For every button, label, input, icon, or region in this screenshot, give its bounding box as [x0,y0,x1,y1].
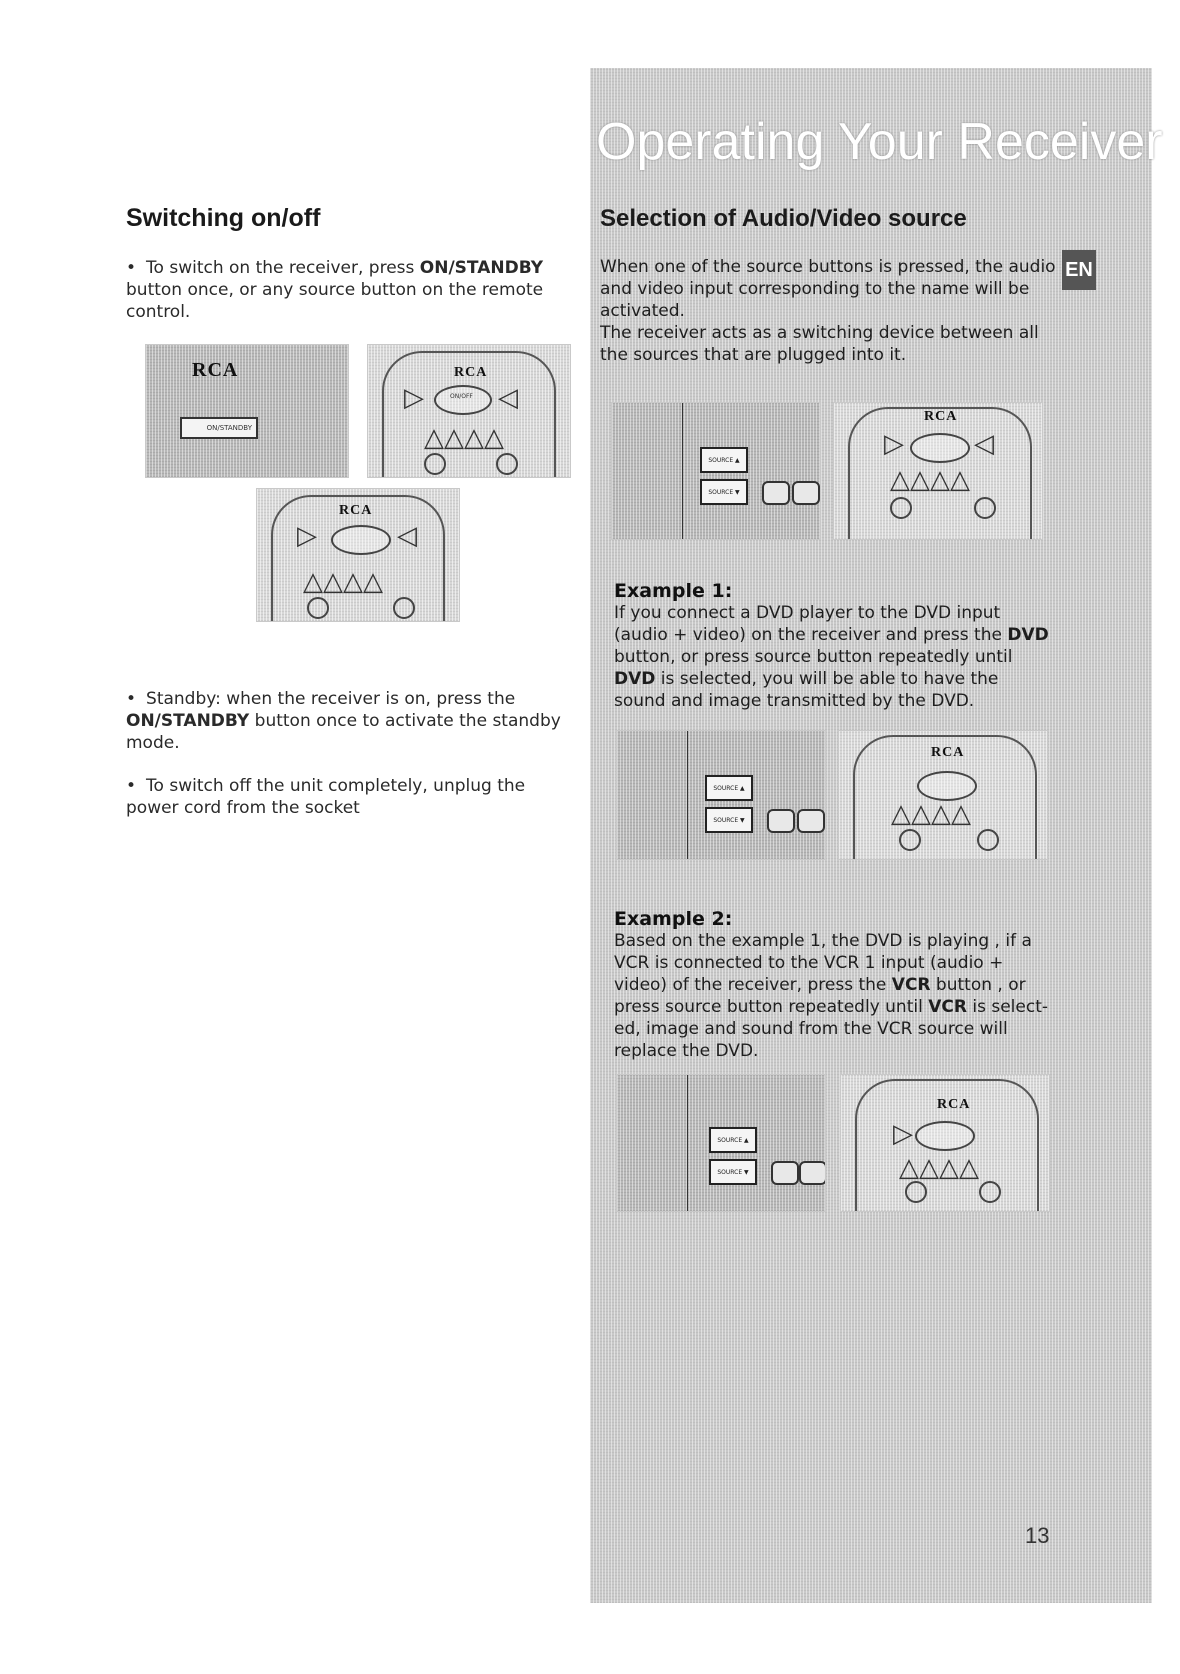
bullet: • [126,258,137,278]
example-2-body [614,930,1054,1062]
triangle-icon: ◁ [974,429,994,459]
text: Based on the example 1, the DVD is playing , if a VCR is connected to the VCR 1 input (audio + video) of the receiver, press the [614,931,1032,995]
text: button, or press source button repeatedly until [614,647,1013,667]
rca-logo: RCA [454,365,488,380]
vcr-button-illustration [915,1121,975,1151]
panel-button-illustration [797,809,825,833]
front-panel-illustration [145,344,349,478]
rca-logo: RCA [931,745,965,760]
triangle-icon: ◁ [397,521,417,551]
divider-line [687,731,688,859]
triangle-icon: ▷ [404,383,424,413]
intro-paragraph-2: The receiver acts as a switching device between all the sources that are plugged into it. [600,323,1039,365]
paragraph-standby [126,688,566,754]
bullet: • [126,689,137,709]
rca-logo: RCA [192,359,239,381]
receiver-source-illustration-3 [616,1074,826,1212]
panel-button-illustration [771,1161,799,1185]
text: is select-ed, image and sound from the VCR source will replace the DVD. [614,997,1049,1061]
circle-button-icon [393,597,415,619]
divider-line [687,1075,688,1211]
rca-logo: RCA [924,409,958,424]
remote-illustration-1 [833,402,1043,540]
receiver-source-illustration-2 [616,730,826,860]
example-1-heading: Example 1: [614,580,733,602]
circle-button-icon [899,829,921,851]
remote-illustration-top [367,344,571,478]
standby-button-illustration [180,417,258,439]
source-up-button-illustration: SOURCE ▲ [709,1127,757,1153]
circle-button-icon [974,497,996,519]
text: button once, or any source button on the remote control. [126,280,544,322]
divider-line [682,403,683,539]
circle-button-icon [424,453,446,475]
bold-text: VCR [891,975,931,995]
text: button , or press source button repeatedly until [614,975,1026,1017]
triangle-icon: △△△△ [891,799,971,829]
bullet: • [126,776,137,796]
dvd-button-illustration [910,433,970,463]
page-title: Operating Your Receiver [596,113,1163,171]
panel-button-illustration [762,481,790,505]
bold-text: DVD [614,669,656,689]
bold-text: ON/STANDBY [419,258,544,278]
page-number: 13 [1025,1523,1050,1548]
on-off-label: ON/OFF [450,393,473,400]
language-badge: EN [1062,250,1096,290]
source-down-button-illustration: SOURCE ▼ [705,807,753,833]
triangle-icon: ▷ [884,429,904,459]
example-1-body [614,602,1054,712]
on-off-button-illustration [434,385,492,415]
triangle-icon: △△△△ [303,567,383,597]
rca-logo: RCA [339,503,373,518]
bold-text: VCR [928,997,967,1017]
source-up-button-illustration: SOURCE ▲ [705,775,753,801]
example-2-heading: Example 2: [614,908,733,930]
text: button once to activate the standby mode. [126,711,561,753]
text: To switch on the receiver, press [146,258,420,278]
text: To switch off the unit completely, unplug the power cord from the socket [126,776,526,818]
panel-button-illustration [792,481,820,505]
remote-illustration-2 [838,730,1048,860]
section-heading-switching: Switching on/off [126,204,321,232]
triangle-icon: ◁ [498,383,518,413]
text: If you connect a DVD player to the DVD input (audio + video) on the receiver and press the [614,603,1008,645]
remote-illustration-bottom [256,488,460,622]
standby-label: ON/STANDBY [206,424,252,432]
paragraph-switch-off [126,775,566,819]
rca-logo: RCA [937,1097,971,1112]
text: is selected, you will be able to have the sound and image transmitted by the DVD. [614,669,999,711]
triangle-icon: △△△△ [890,465,970,495]
remote-illustration-3 [840,1074,1050,1212]
intro-text [600,256,1060,366]
triangle-icon: △△△△ [424,423,504,453]
intro-paragraph-1: When one of the source buttons is pressed, the audio and video input corresponding to the name will be activated. [600,257,1056,321]
source-down-button-illustration: SOURCE ▼ [700,479,748,505]
source-up-button-illustration: SOURCE ▲ [700,447,748,473]
panel-button-illustration [799,1161,826,1185]
text: Standby: when the receiver is on, press the [146,689,516,709]
circle-button-icon [890,497,912,519]
triangle-icon: ▷ [893,1119,913,1149]
dvd-button-illustration [917,771,977,801]
triangle-icon: △△△△ [899,1153,979,1183]
circle-button-icon [979,1181,1001,1203]
receiver-source-illustration-1 [611,402,821,540]
panel-button-illustration [767,809,795,833]
circle-button-icon [977,829,999,851]
paragraph-switch-on [126,257,566,323]
bold-text: ON/STANDBY [126,711,250,731]
triangle-icon: ▷ [297,521,317,551]
circle-button-icon [307,597,329,619]
source-down-button-illustration: SOURCE ▼ [709,1159,757,1185]
bold-text: DVD [1007,625,1049,645]
circle-button-icon [905,1181,927,1203]
section-heading-selection: Selection of Audio/Video source [600,205,967,232]
circle-button-icon [496,453,518,475]
on-off-button-illustration [331,525,391,555]
